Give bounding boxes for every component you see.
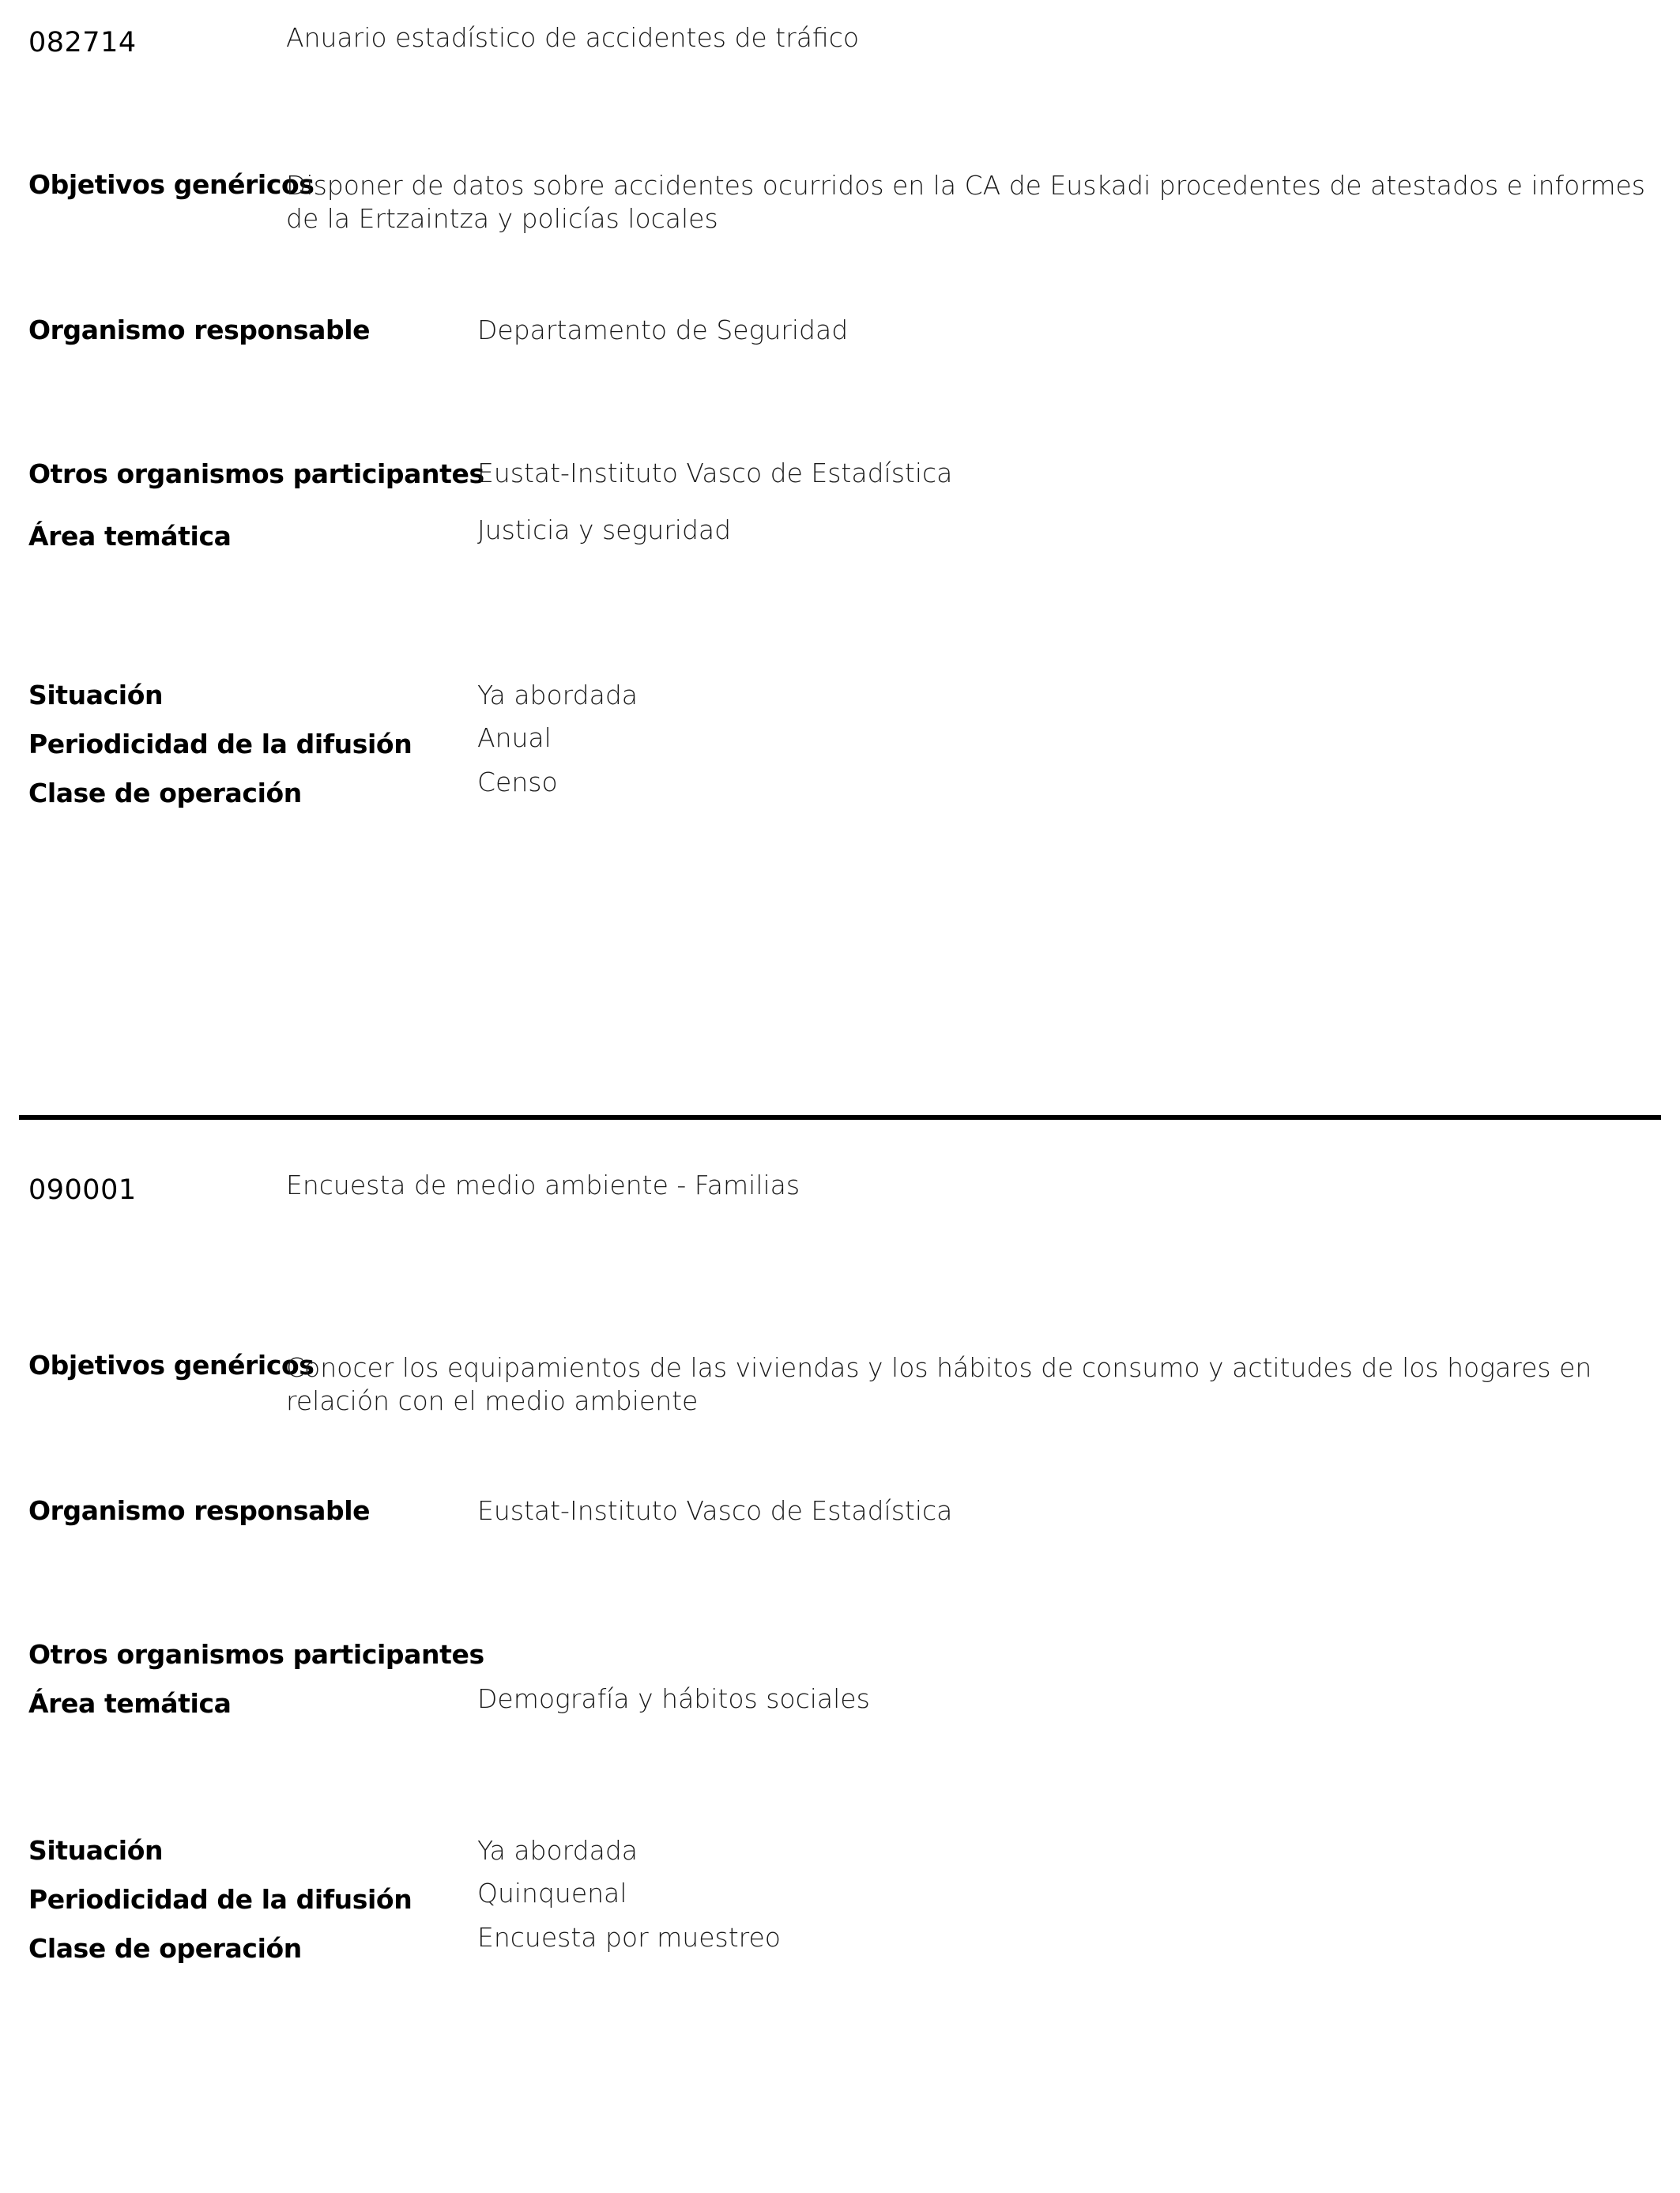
thematic-area-value: Demografía y hábitos sociales (477, 1683, 870, 1714)
operation-class-label: Clase de operación (28, 778, 302, 808)
operation-code: 090001 (28, 1174, 137, 1206)
status-value: Ya abordada (477, 1835, 638, 1866)
periodicity-value: Quinquenal (477, 1878, 627, 1909)
responsible-body-label: Organismo responsable (28, 315, 371, 345)
responsible-body-value: Eustat-Instituto Vasco de Estadística (477, 1495, 953, 1526)
thematic-area-label: Área temática (28, 1688, 232, 1719)
responsible-body-label: Organismo responsable (28, 1495, 371, 1526)
status-label: Situación (28, 1835, 164, 1866)
operation-code: 082714 (28, 27, 137, 58)
objectives-value: Disponer de datos sobre accidentes ocurridos en la CA de Euskadi procedentes de atestados e informes de la Ertzaintza y policías locales (286, 170, 1645, 234)
operation-class-label: Clase de operación (28, 1933, 302, 1964)
other-bodies-label: Otros organismos participantes (28, 1639, 484, 1670)
thematic-area-value: Justicia y seguridad (477, 514, 732, 545)
other-bodies-label: Otros organismos participantes (28, 458, 484, 489)
other-bodies-value: Eustat-Instituto Vasco de Estadística (477, 458, 953, 488)
periodicity-label: Periodicidad de la difusión (28, 1884, 412, 1915)
operation-record (0, 1146, 1680, 2173)
objectives-label: Objetivos genéricos (28, 169, 315, 200)
record-divider (19, 1115, 1661, 1120)
status-value: Ya abordada (477, 680, 638, 710)
objectives-label: Objetivos genéricos (28, 1350, 315, 1381)
periodicity-label: Periodicidad de la difusión (28, 729, 412, 759)
objectives-value: Conocer los equipamientos de las viviendas y los hábitos de consumo y actitudes de los hogares en relación con el medio ambiente (286, 1352, 1592, 1416)
operation-title: Encuesta de medio ambiente - Familias (286, 1170, 800, 1200)
responsible-body-value: Departamento de Seguridad (477, 315, 849, 345)
operation-title: Anuario estadístico de accidentes de tráfico (286, 22, 860, 53)
periodicity-value: Anual (477, 722, 552, 753)
operation-class-value: Encuesta por muestreo (477, 1922, 781, 1953)
status-label: Situación (28, 680, 164, 710)
thematic-area-label: Área temática (28, 521, 232, 552)
operation-class-value: Censo (477, 767, 558, 797)
